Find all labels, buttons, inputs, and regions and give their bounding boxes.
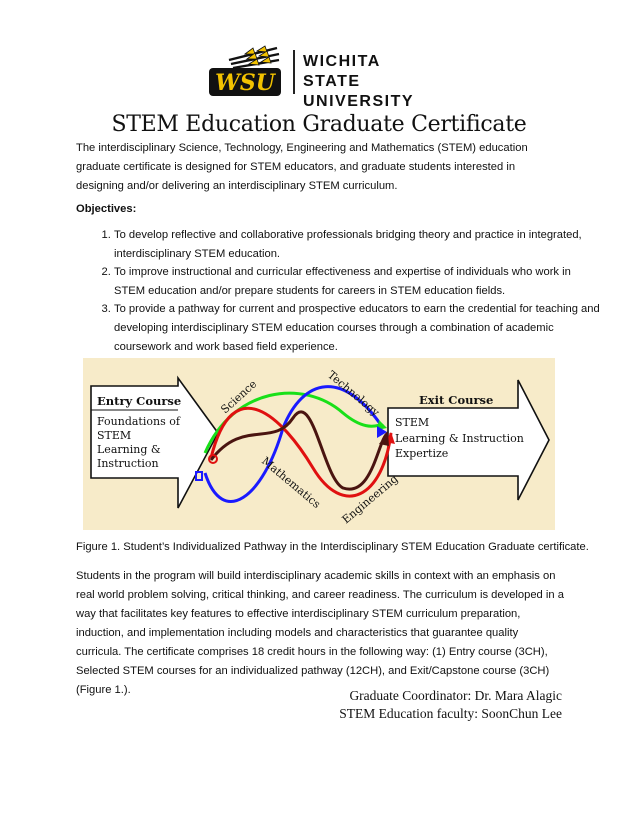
objectives-heading: Objectives: xyxy=(76,203,137,215)
wsu-logo-mark xyxy=(205,44,285,100)
logo-line-2: UNIVERSITY xyxy=(303,93,415,110)
entry-course-line-1: Foundations of xyxy=(97,415,180,428)
figure-caption: Figure 1. Student’s Individualized Pathway in the Interdisciplinary STEM Education Graduate certificate. xyxy=(76,541,589,553)
objectives-list xyxy=(76,226,604,356)
pathway-figure xyxy=(83,358,555,530)
intro-paragraph: The interdisciplinary Science, Technology, Engineering and Mathematics (STEM) education graduate certificate is designed for STEM educators, and graduate students interested in designing and/or delivering an interdisciplinary STEM curriculum. xyxy=(76,142,528,192)
engineering-label: Engineering xyxy=(339,472,401,527)
science-label: Science xyxy=(218,377,260,417)
technology-label: Technology xyxy=(325,368,382,420)
entry-course-line-2: STEM xyxy=(97,429,132,442)
program-description: Students in the program will build interdisciplinary academic skills in context with an emphasis on real world problem solving, critical thinking, and career readiness. The curriculum is developed in a way that facilitates key features to effective interdisciplinary STEM curriculum preparation, induction, and implementation including models and characteristics that guarantee quality curricula. The certificate comprises 18 credit hours in the following way: (1) Entry course (3CH), Selected STEM courses for an individualized pathway (12CH), and Exit/Capstone course (3CH) (Figure 1.). xyxy=(76,570,564,696)
university-logo xyxy=(205,44,435,110)
entry-course-title: Entry Course xyxy=(97,394,182,408)
entry-course-line-4: Instruction xyxy=(97,457,159,470)
exit-course-title: Exit Course xyxy=(419,393,494,407)
logo-mark-letters: WSU xyxy=(215,70,275,96)
objective-item-2: 2. To improve instructional and curricular effectiveness and expertise of individuals who work in STEM education and/or prepare students for careers in STEM education fields. xyxy=(114,263,604,300)
logo-wordmark xyxy=(303,52,435,112)
objective-item-3: 3. To provide a pathway for current and prospective educators to earn the credential for teaching and developing interdisciplinary STEM education courses through a combination of academic coursework and work based field experience. xyxy=(114,300,604,356)
logo-line-1: WICHITA STATE xyxy=(303,53,381,90)
logo-divider xyxy=(293,50,295,94)
objective-item-1: 1. To develop reflective and collaborative professionals bridging theory and practice in integrated, interdisciplinary STEM education. xyxy=(114,226,604,263)
exit-course-line-3: Expertize xyxy=(395,447,449,460)
faculty-signature: STEM Education faculty: SoonChun Lee xyxy=(339,706,562,721)
technology-start-marker xyxy=(196,472,202,480)
coordinator-signature: Graduate Coordinator: Dr. Mara Alagic xyxy=(349,688,562,703)
exit-course-line-2: Learning & Instruction xyxy=(395,432,524,445)
entry-course-line-3: Learning & xyxy=(97,443,161,456)
exit-course-line-1: STEM xyxy=(395,416,430,429)
pathway-diagram xyxy=(83,358,555,530)
mathematics-label: Mathematics xyxy=(259,454,324,511)
page-title: STEM Education Graduate Certificate xyxy=(111,112,527,137)
